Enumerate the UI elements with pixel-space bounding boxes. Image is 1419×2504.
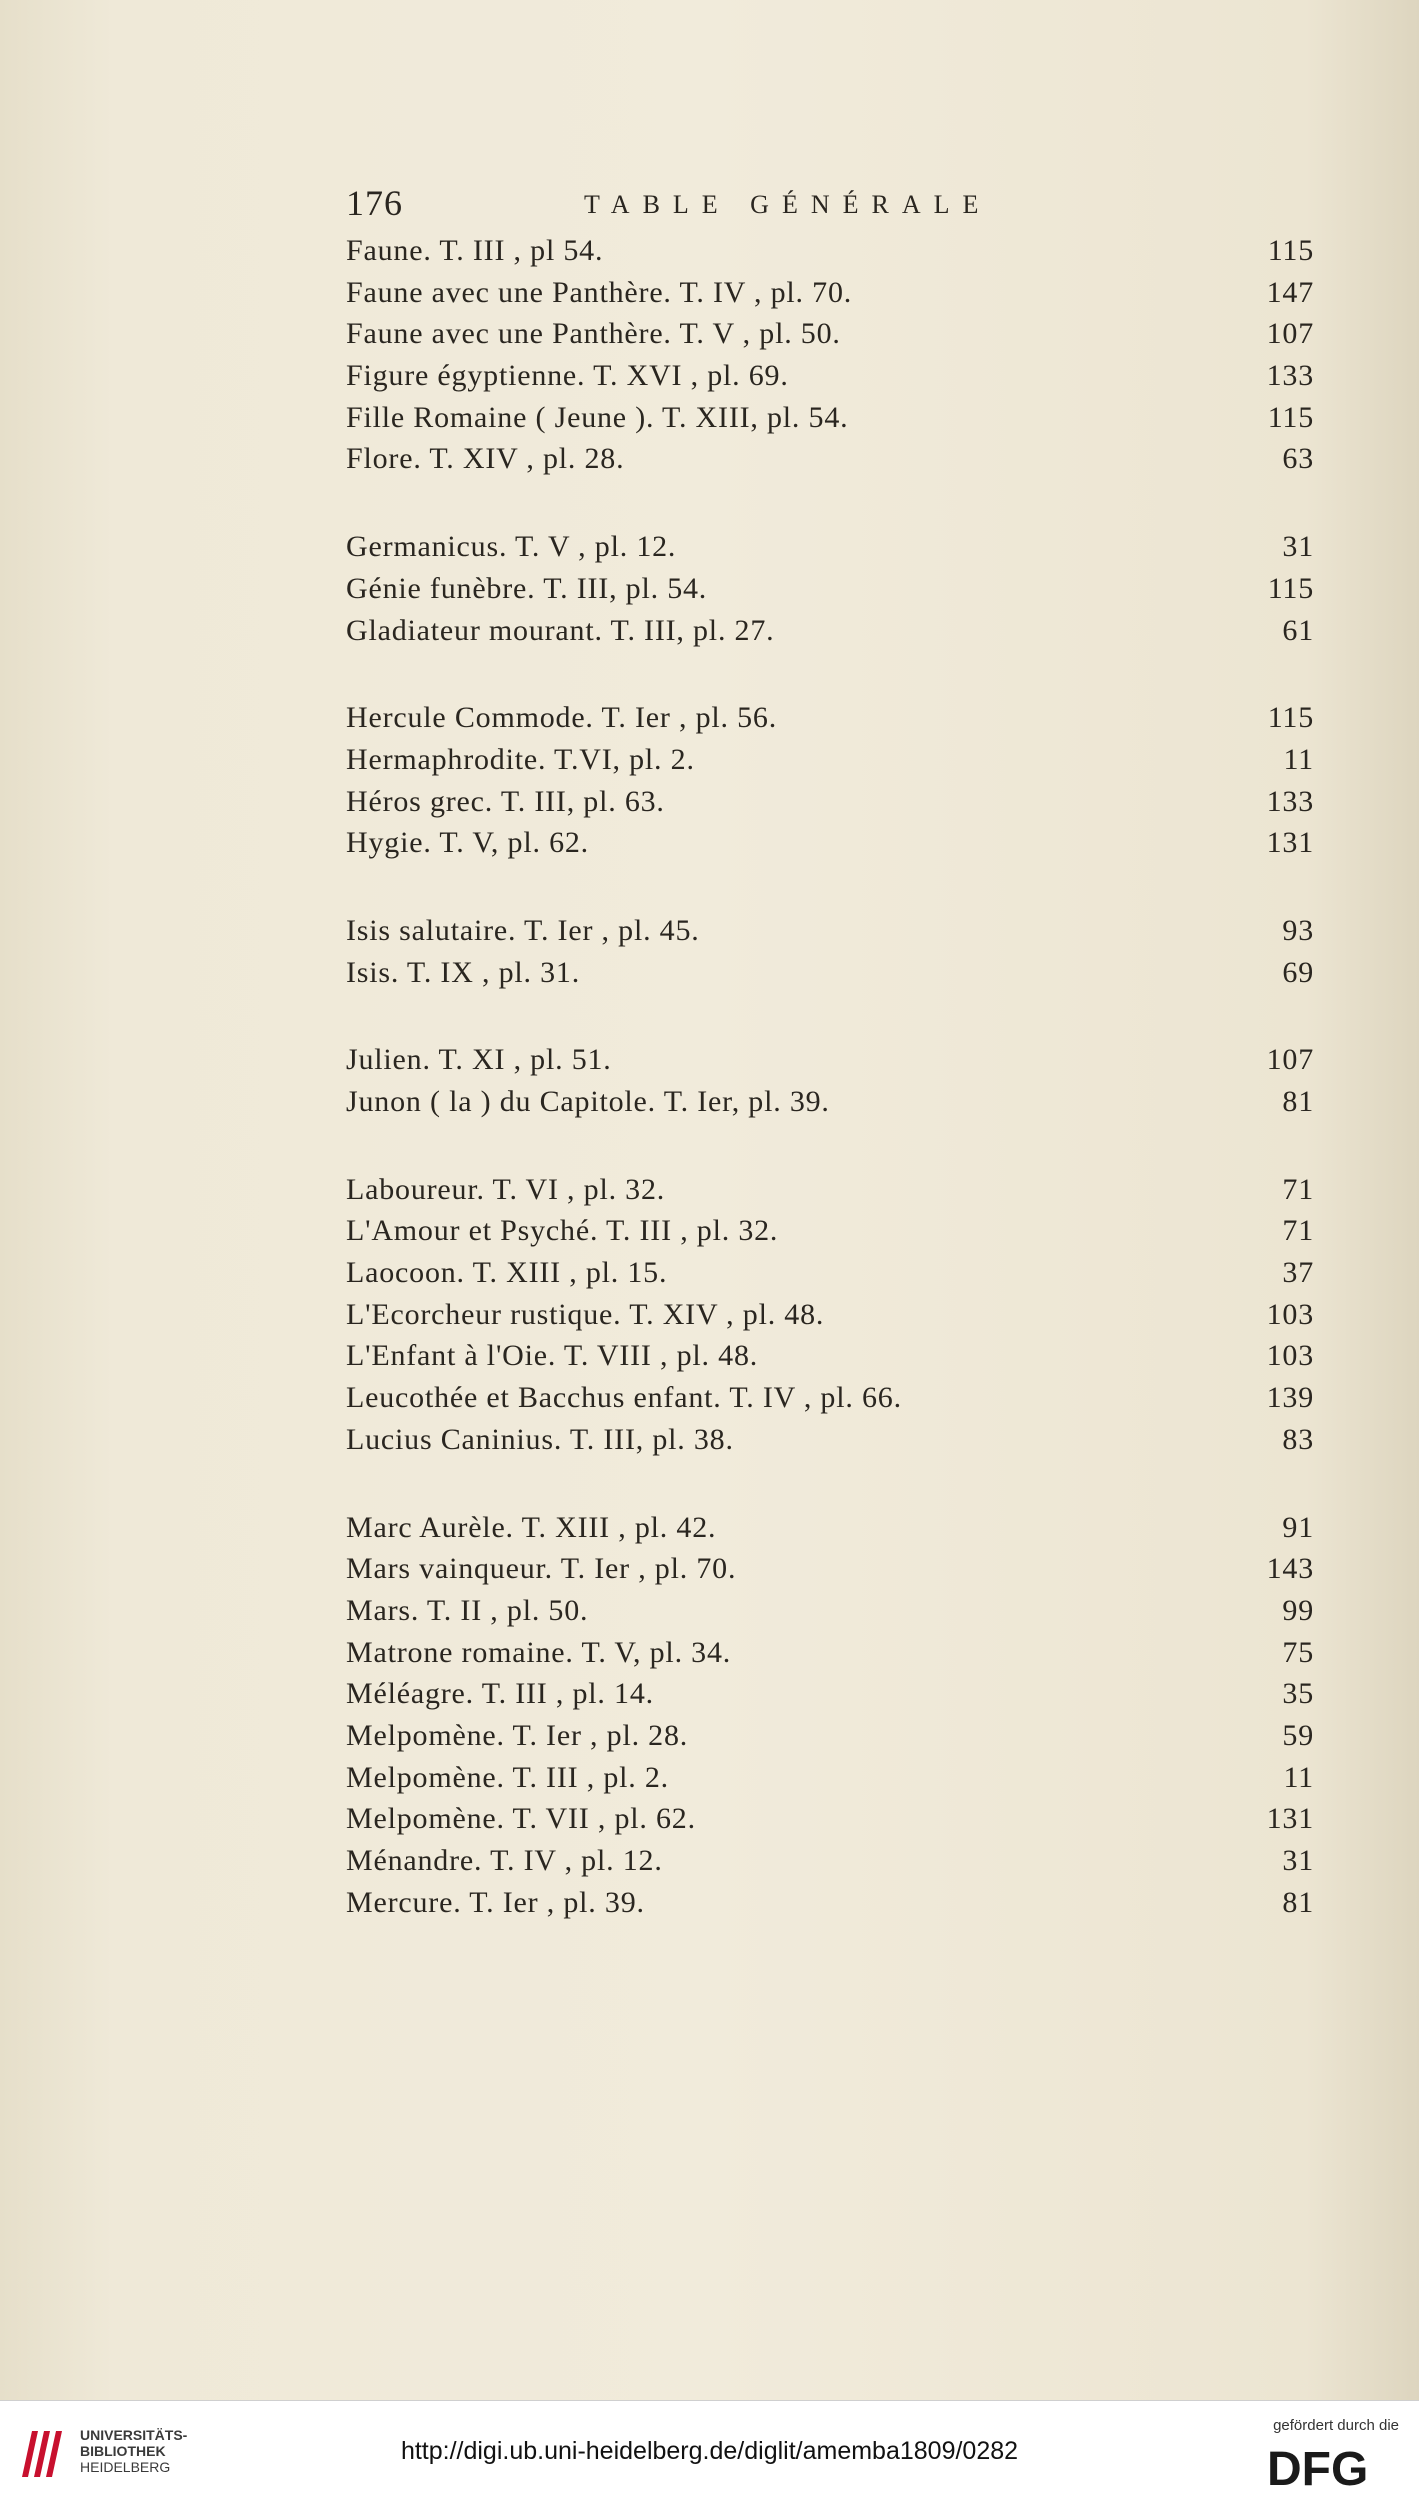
entry-page-number: 63 bbox=[1282, 442, 1314, 476]
entry-page-number: 107 bbox=[1266, 317, 1314, 351]
entry-text: Laboureur. T. VI , pl. 32. bbox=[346, 1172, 666, 1206]
index-entry bbox=[346, 1039, 1314, 1081]
library-name-line1: UNIVERSITÄTS- bbox=[80, 2427, 188, 2443]
entry-page-number: 37 bbox=[1282, 1256, 1314, 1290]
index-entry bbox=[346, 1632, 1314, 1674]
entry-page-number: 143 bbox=[1266, 1552, 1314, 1586]
index-entry bbox=[346, 230, 1314, 272]
index-entry bbox=[346, 822, 1314, 864]
viewer-footer bbox=[0, 2400, 1419, 2504]
entry-page-number: 83 bbox=[1282, 1422, 1314, 1456]
entry-text: Junon ( la ) du Capitole. T. Ier, pl. 39. bbox=[346, 1085, 830, 1118]
entry-text: L'Ecorcheur rustique. T. XIV , pl. 48. bbox=[346, 1297, 825, 1331]
index-entry bbox=[346, 952, 1314, 994]
running-title: TABLE GÉNÉRALE bbox=[584, 190, 992, 219]
entry-text: Figure égyptienne. T. XVI , pl. 69. bbox=[346, 359, 789, 393]
index-entry bbox=[346, 438, 1314, 480]
entry-page-number: 91 bbox=[1282, 1510, 1314, 1544]
entry-group bbox=[346, 230, 1314, 480]
index-entry bbox=[346, 1882, 1314, 1924]
entry-page-number: 35 bbox=[1282, 1677, 1314, 1711]
entry-text: L'Enfant à l'Oie. T. VIII , pl. 48. bbox=[346, 1339, 759, 1373]
entry-page-number: 59 bbox=[1282, 1718, 1314, 1752]
index-entries bbox=[346, 230, 1314, 1923]
entry-page-number: 75 bbox=[1282, 1635, 1314, 1669]
funding-note: gefördert durch die bbox=[1273, 2417, 1399, 2434]
entry-text: Flore. T. XIV , pl. 28. bbox=[346, 442, 625, 476]
entry-page-number: 99 bbox=[1282, 1593, 1314, 1627]
entry-text: Leucothée et Bacchus enfant. T. IV , pl. 66. bbox=[346, 1381, 902, 1415]
entry-page-number: 81 bbox=[1282, 1085, 1314, 1118]
entry-text: Hermaphrodite. T.VI, pl. 2. bbox=[346, 742, 695, 776]
entry-text: Mars vainqueur. T. Ier , pl. 70. bbox=[346, 1552, 737, 1586]
entry-text: Mars. T. II , pl. 50. bbox=[346, 1593, 589, 1627]
page-header bbox=[346, 182, 1046, 232]
index-entry bbox=[346, 1169, 1314, 1211]
library-name-line3: HEIDELBERG bbox=[80, 2459, 171, 2475]
entry-group bbox=[346, 1169, 1314, 1461]
dfg-logo-text: DFG bbox=[1267, 2443, 1369, 2491]
index-entry bbox=[346, 1548, 1314, 1590]
dfg-logo-icon bbox=[1267, 2441, 1399, 2491]
entry-page-number: 81 bbox=[1282, 1885, 1314, 1919]
index-entry bbox=[346, 1210, 1314, 1252]
index-entry bbox=[346, 610, 1314, 652]
entry-text: Fille Romaine ( Jeune ). T. XIII, pl. 54. bbox=[346, 400, 849, 434]
entry-text: Matrone romaine. T. V, pl. 34. bbox=[346, 1635, 732, 1669]
index-entry bbox=[346, 1798, 1314, 1840]
entry-group bbox=[346, 526, 1314, 651]
entry-page-number: 31 bbox=[1282, 530, 1314, 564]
entry-page-number: 11 bbox=[1283, 1760, 1314, 1794]
entry-page-number: 61 bbox=[1282, 613, 1314, 647]
entry-page-number: 131 bbox=[1266, 826, 1314, 860]
index-entry bbox=[346, 568, 1314, 610]
entry-text: Faune avec une Panthère. T. IV , pl. 70. bbox=[346, 275, 853, 309]
index-entry bbox=[346, 397, 1314, 439]
index-entry bbox=[346, 1757, 1314, 1799]
entry-text: Isis. T. IX , pl. 31. bbox=[346, 955, 581, 989]
entry-text: Germanicus. T. V , pl. 12. bbox=[346, 530, 677, 564]
entry-text: Hercule Commode. T. Ier , pl. 56. bbox=[346, 701, 778, 735]
entry-page-number: 115 bbox=[1267, 701, 1314, 735]
entry-page-number: 147 bbox=[1266, 275, 1314, 309]
entry-page-number: 71 bbox=[1282, 1214, 1314, 1248]
index-entry bbox=[346, 355, 1314, 397]
entry-page-number: 71 bbox=[1282, 1172, 1314, 1206]
entry-text: Julien. T. XI , pl. 51. bbox=[346, 1043, 612, 1077]
entry-group bbox=[346, 1039, 1314, 1122]
index-entry bbox=[346, 1840, 1314, 1882]
index-entry bbox=[346, 272, 1314, 314]
entry-text: Faune. T. III , pl 54. bbox=[346, 234, 604, 267]
page-number: 176 bbox=[346, 183, 403, 223]
entry-text: Melpomène. T. Ier , pl. 28. bbox=[346, 1718, 689, 1752]
index-entry bbox=[346, 1252, 1314, 1294]
entry-text: Génie funèbre. T. III, pl. 54. bbox=[346, 571, 708, 605]
index-entry bbox=[346, 1335, 1314, 1377]
entry-group bbox=[346, 910, 1314, 993]
entry-group bbox=[346, 1507, 1314, 1924]
entry-text: Ménandre. T. IV , pl. 12. bbox=[346, 1844, 663, 1877]
index-entry bbox=[346, 1081, 1314, 1123]
index-entry bbox=[346, 739, 1314, 781]
library-name-line2: BIBLIOTHEK bbox=[80, 2443, 166, 2459]
entry-text: Gladiateur mourant. T. III, pl. 27. bbox=[346, 613, 775, 647]
entry-page-number: 133 bbox=[1266, 359, 1314, 393]
entry-page-number: 31 bbox=[1282, 1844, 1314, 1877]
index-entry bbox=[346, 1590, 1314, 1632]
index-entry bbox=[346, 1377, 1314, 1419]
entry-text: Melpomène. T. VII , pl. 62. bbox=[346, 1802, 696, 1836]
index-entry bbox=[346, 313, 1314, 355]
entry-page-number: 115 bbox=[1267, 400, 1314, 434]
entry-text: Méléagre. T. III , pl. 14. bbox=[346, 1677, 654, 1711]
entry-page-number: 115 bbox=[1267, 234, 1314, 267]
entry-text: Faune avec une Panthère. T. V , pl. 50. bbox=[346, 317, 841, 351]
index-entry bbox=[346, 1507, 1314, 1549]
index-entry bbox=[346, 697, 1314, 739]
entry-page-number: 103 bbox=[1266, 1297, 1314, 1331]
entry-page-number: 11 bbox=[1283, 742, 1314, 776]
entry-group bbox=[346, 697, 1314, 864]
entry-page-number: 131 bbox=[1266, 1802, 1314, 1836]
entry-text: Héros grec. T. III, pl. 63. bbox=[346, 784, 665, 818]
entry-text: Isis salutaire. T. Ier , pl. 45. bbox=[346, 913, 700, 947]
entry-page-number: 107 bbox=[1266, 1043, 1314, 1077]
entry-text: Hygie. T. V, pl. 62. bbox=[346, 826, 589, 860]
permalink-url[interactable]: http://digi.ub.uni-heidelberg.de/diglit/amemba1809/0282 bbox=[400, 2437, 1019, 2465]
index-entry bbox=[346, 1294, 1314, 1336]
entry-page-number: 69 bbox=[1282, 955, 1314, 989]
entry-page-number: 133 bbox=[1266, 784, 1314, 818]
entry-page-number: 93 bbox=[1282, 913, 1314, 947]
entry-page-number: 139 bbox=[1266, 1381, 1314, 1415]
index-entry bbox=[346, 1673, 1314, 1715]
index-entry bbox=[346, 526, 1314, 568]
entry-text: Lucius Caninius. T. III, pl. 38. bbox=[346, 1422, 734, 1456]
entry-text: Laocoon. T. XIII , pl. 15. bbox=[346, 1256, 668, 1290]
entry-page-number: 115 bbox=[1267, 571, 1314, 605]
index-entry bbox=[346, 910, 1314, 952]
entry-page-number: 103 bbox=[1266, 1339, 1314, 1373]
entry-text: Mercure. T. Ier , pl. 39. bbox=[346, 1885, 645, 1919]
index-entry bbox=[346, 781, 1314, 823]
entry-text: L'Amour et Psyché. T. III , pl. 32. bbox=[346, 1214, 779, 1248]
entry-text: Melpomène. T. III , pl. 2. bbox=[346, 1760, 669, 1794]
index-entry bbox=[346, 1419, 1314, 1461]
index-entry bbox=[346, 1715, 1314, 1757]
entry-text: Marc Aurèle. T. XIII , pl. 42. bbox=[346, 1510, 717, 1544]
